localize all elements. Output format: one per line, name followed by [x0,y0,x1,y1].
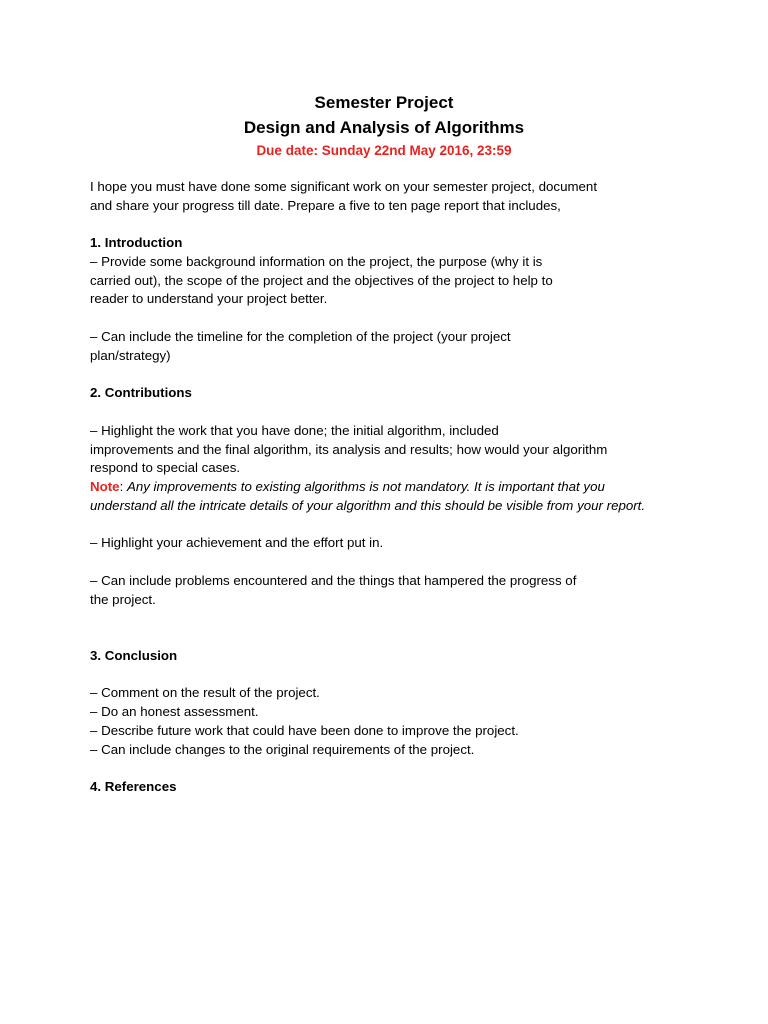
introduction-line-2: carried out), the scope of the project and the objectives of the project to help to [90,273,553,288]
contributions-line-4: – Highlight your achievement and the effort put in. [90,535,384,550]
note-text-1: Any improvements to existing algorithms is not mandatory. It is important that you [126,479,605,494]
contributions-line-3: respond to special cases. [90,460,241,475]
conclusion-line-3: – Describe future work that could have been done to improve the project. [90,723,519,738]
section-heading-contributions: 2. Contributions [90,385,192,400]
section-heading-references: 4. References [90,779,177,794]
section-heading-introduction: 1. Introduction [90,235,183,250]
conclusion-line-4: – Can include changes to the original requirements of the project. [90,742,475,757]
course-title: Design and Analysis of Algorithms [243,118,525,137]
due-date: Due date: Sunday 22nd May 2016, 23:59 [256,143,512,158]
introduction-line-4: – Can include the timeline for the completion of the project (your project [90,329,511,344]
note-line-2: understand all the intricate details of your algorithm and this should be visible from your report. [90,498,646,513]
intro-line-2: and share your progress till date. Prepare a five to ten page report that includes, [90,198,561,213]
introduction-line-5: plan/strategy) [90,348,171,363]
introduction-line-3: reader to understand your project better. [90,291,328,306]
introduction-line-1: – Provide some background information on the project, the purpose (why it is [90,254,543,269]
note-colon: : [119,479,127,494]
contributions-line-2: improvements and the final algorithm, its analysis and results; how would your algorithm [90,442,608,457]
note-line-1 [90,478,605,496]
contributions-line-5: – Can include problems encountered and the things that hampered the progress of [90,573,577,588]
note-label: Note [90,479,120,494]
contributions-line-6: the project. [90,592,156,607]
conclusion-line-1: – Comment on the result of the project. [90,685,320,700]
intro-line-1: I hope you must have done some significant work on your semester project, document [90,179,598,194]
document-title: Semester Project [314,93,454,112]
contributions-line-1: – Highlight the work that you have done; the initial algorithm, included [90,423,499,438]
section-heading-conclusion: 3. Conclusion [90,648,178,663]
conclusion-line-2: – Do an honest assessment. [90,704,259,719]
